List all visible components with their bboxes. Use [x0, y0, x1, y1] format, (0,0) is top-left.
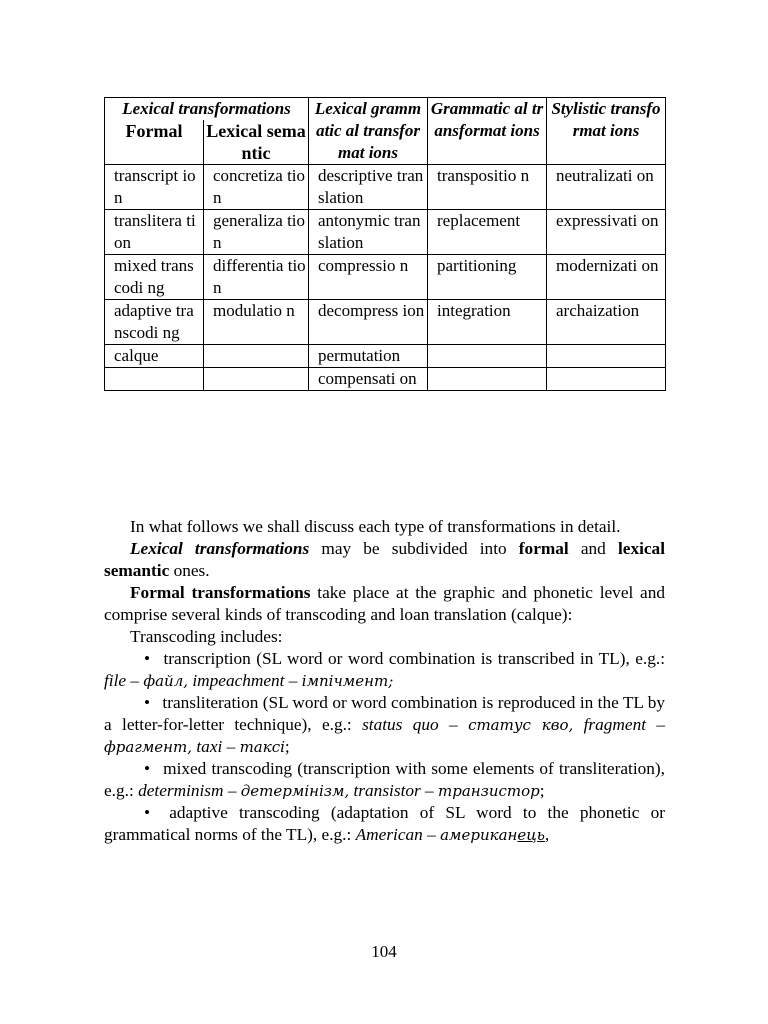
table-cell: transpositio n [428, 165, 547, 210]
list-item-transliteration: • transliteration (SL word or word combination is reproduced in the TL by a letter-for-letter technique), e.g.: status quo – статус кво, fragment – фрагмент, taxi – таксі; [104, 693, 666, 756]
header-lexical-transformations: Lexical transformations [105, 98, 309, 121]
table-cell: neutralizati on [547, 165, 666, 210]
table-cell [428, 345, 547, 368]
table-cell: decompress ion [309, 300, 428, 345]
table-cell: adaptive transcodi ng [105, 300, 204, 345]
table-cell: expressivati on [547, 210, 666, 255]
table-cell [428, 368, 547, 391]
list-item-adaptive-transcoding: • adaptive transcoding (adaptation of SL word to the phonetic or grammatical norms of the TL), e.g.: American – американець, [104, 803, 666, 844]
table-cell: integration [428, 300, 547, 345]
table-row [105, 210, 666, 255]
body-text [104, 516, 665, 846]
table-cell [547, 368, 666, 391]
table-cell: replacement [428, 210, 547, 255]
table-row [105, 165, 666, 210]
table-cell: modulatio n [204, 300, 309, 345]
table-row [105, 368, 666, 391]
table-cell [204, 345, 309, 368]
paragraph-intro: In what follows we shall discuss each type of transformations in detail. [130, 517, 621, 536]
table-cell: compressio n [309, 255, 428, 300]
table-cell: permutation [309, 345, 428, 368]
page-number: 104 [371, 942, 397, 961]
table-cell: differentia tion [204, 255, 309, 300]
table-row [105, 255, 666, 300]
list-item-transcription: • transcription (SL word or word combination is transcribed in TL), e.g.: file – файл, impeachment – імпічмент; [104, 649, 665, 690]
bullet-icon: • [144, 803, 151, 822]
table-cell: translitera tion [105, 210, 204, 255]
header-stylistic: Stylistic transformat ions [547, 98, 666, 165]
header-lexical-grammatical: Lexical grammatic al transformat ions [309, 98, 428, 165]
header-formal: Formal [105, 120, 204, 165]
table-cell: calque [105, 345, 204, 368]
table-cell: compensati on [309, 368, 428, 391]
header-grammatical: Grammatic al transformat ions [428, 98, 547, 165]
header-lexical-semantic: Lexical semantic [204, 120, 309, 165]
bullet-icon: • [144, 759, 151, 778]
table-cell [204, 368, 309, 391]
table-cell: concretiza tion [204, 165, 309, 210]
table-row [105, 300, 666, 345]
paragraph-formal: Formal transformations take place at the graphic and phonetic level and comprise several kinds of transcoding and loan translation (calque): [104, 583, 666, 624]
table-cell: antonymic translation [309, 210, 428, 255]
transformations-table [104, 97, 666, 391]
paragraph-transcoding: Transcoding includes: [130, 627, 283, 646]
table-cell: transcript ion [105, 165, 204, 210]
paragraph-lexical: Lexical transformations may be subdivided into formal and lexical semantic ones. [104, 539, 665, 580]
table-row [105, 345, 666, 368]
table-cell: descriptive translation [309, 165, 428, 210]
bullet-icon: • [144, 649, 151, 668]
table-cell: generaliza tion [204, 210, 309, 255]
table-cell: modernizati on [547, 255, 666, 300]
table-cell [547, 345, 666, 368]
table-header-row [105, 98, 666, 121]
table-cell: partitioning [428, 255, 547, 300]
list-item-mixed-transcoding: • mixed transcoding (transcription with some elements of transliteration), e.g.: determinism – детермінізм, transistor – транзистор; [104, 759, 665, 800]
table-cell: archaization [547, 300, 666, 345]
bullet-icon: • [144, 693, 151, 712]
table-cell [105, 368, 204, 391]
table-cell: mixed transcodi ng [105, 255, 204, 300]
